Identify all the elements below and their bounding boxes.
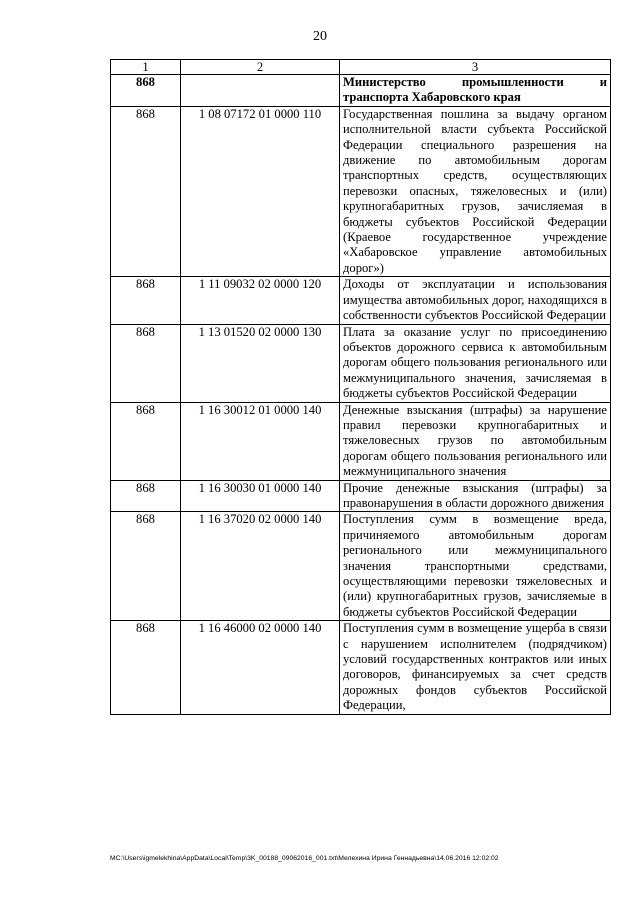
admin-code-cell: 868 — [111, 512, 181, 621]
table-header-row — [111, 60, 611, 75]
revenue-code-cell: 1 11 09032 02 0000 120 — [181, 277, 340, 324]
revenue-description-cell: Денежные взыскания (штрафы) за нарушение правил перевозки крупногабаритных и тяжеловесных грузов по автомобильным дорогам общего пользования регионального или межмуниципального значения — [340, 402, 611, 480]
admin-code-cell: 868 — [111, 106, 181, 276]
header-cell-1: 1 — [111, 60, 181, 75]
revenue-code-cell — [181, 75, 340, 107]
table-row — [111, 480, 611, 512]
table-row — [111, 402, 611, 480]
revenue-code-cell: 1 13 01520 02 0000 130 — [181, 324, 340, 402]
revenue-code-cell: 1 16 37020 02 0000 140 — [181, 512, 340, 621]
table-row — [111, 621, 611, 714]
revenue-code-cell: 1 16 30012 01 0000 140 — [181, 402, 340, 480]
table-row — [111, 324, 611, 402]
header-cell-3: 3 — [340, 60, 611, 75]
revenue-code-cell: 1 08 07172 01 0000 110 — [181, 106, 340, 276]
admin-code-cell: 868 — [111, 402, 181, 480]
ministry-name-cell: Министерство промышленности и транспорта Хабаровского края — [340, 75, 611, 107]
revenue-description-cell: Прочие денежные взыскания (штрафы) за правонарушения в области дорожного движения — [340, 480, 611, 512]
revenue-code-cell: 1 16 46000 02 0000 140 — [181, 621, 340, 714]
page-number: 20 — [313, 29, 327, 44]
revenue-description-cell: Поступления сумм в возмещение вреда, причиняемого автомобильным дорогам регионального или межмуниципального значения транспортными средствами, осуществляющими перевозки тяжеловесных и (или) крупногабаритных грузов, зачисляемые в бюджеты субъектов Российской Федерации — [340, 512, 611, 621]
revenue-codes-table — [110, 59, 611, 715]
revenue-description-cell: Плата за оказание услуг по присоединению объектов дорожного сервиса к автомобильным дорогам общего пользования регионального или межмуниципального значения, зачисляемая в бюджеты субъектов Российской Федерации — [340, 324, 611, 402]
admin-code-cell: 868 — [111, 277, 181, 324]
admin-code-cell: 868 — [111, 480, 181, 512]
admin-code-cell: 868 — [111, 75, 181, 107]
table-row — [111, 277, 611, 324]
header-cell-2: 2 — [181, 60, 340, 75]
admin-code-cell: 868 — [111, 324, 181, 402]
table-row — [111, 106, 611, 276]
admin-code-cell: 868 — [111, 621, 181, 714]
document-footer-path: MC:\Users\igmelekhina\AppData\Local\Temp\3K_00188_09062016_001.txt\Мелехина Ирина Геннадьевна\14.06.2016 12:02:02 — [110, 855, 499, 862]
table-row — [111, 75, 611, 107]
table-row — [111, 512, 611, 621]
revenue-description-cell: Доходы от эксплуатации и использования имущества автомобильных дорог, находящихся в собственности субъектов Российской Федерации — [340, 277, 611, 324]
revenue-description-cell: Государственная пошлина за выдачу органом исполнительной власти субъекта Российской Федерации специального разрешения на движение по автомобильным дорогам транспортных средств, осуществляющих перевозки опасных, тяжеловесных и (или) крупногабаритных грузов, зачисляемая в бюджеты субъектов Российской Федерации (Краевое государственное учреждение «Хабаровское управление автомобильных дорог») — [340, 106, 611, 276]
revenue-description-cell: Поступления сумм в возмещение ущерба в связи с нарушением исполнителем (подрядчиком) условий государственных контрактов или иных договоров, финансируемых за счет средств дорожных фондов субъектов Российской Федерации, — [340, 621, 611, 714]
revenue-code-cell: 1 16 30030 01 0000 140 — [181, 480, 340, 512]
